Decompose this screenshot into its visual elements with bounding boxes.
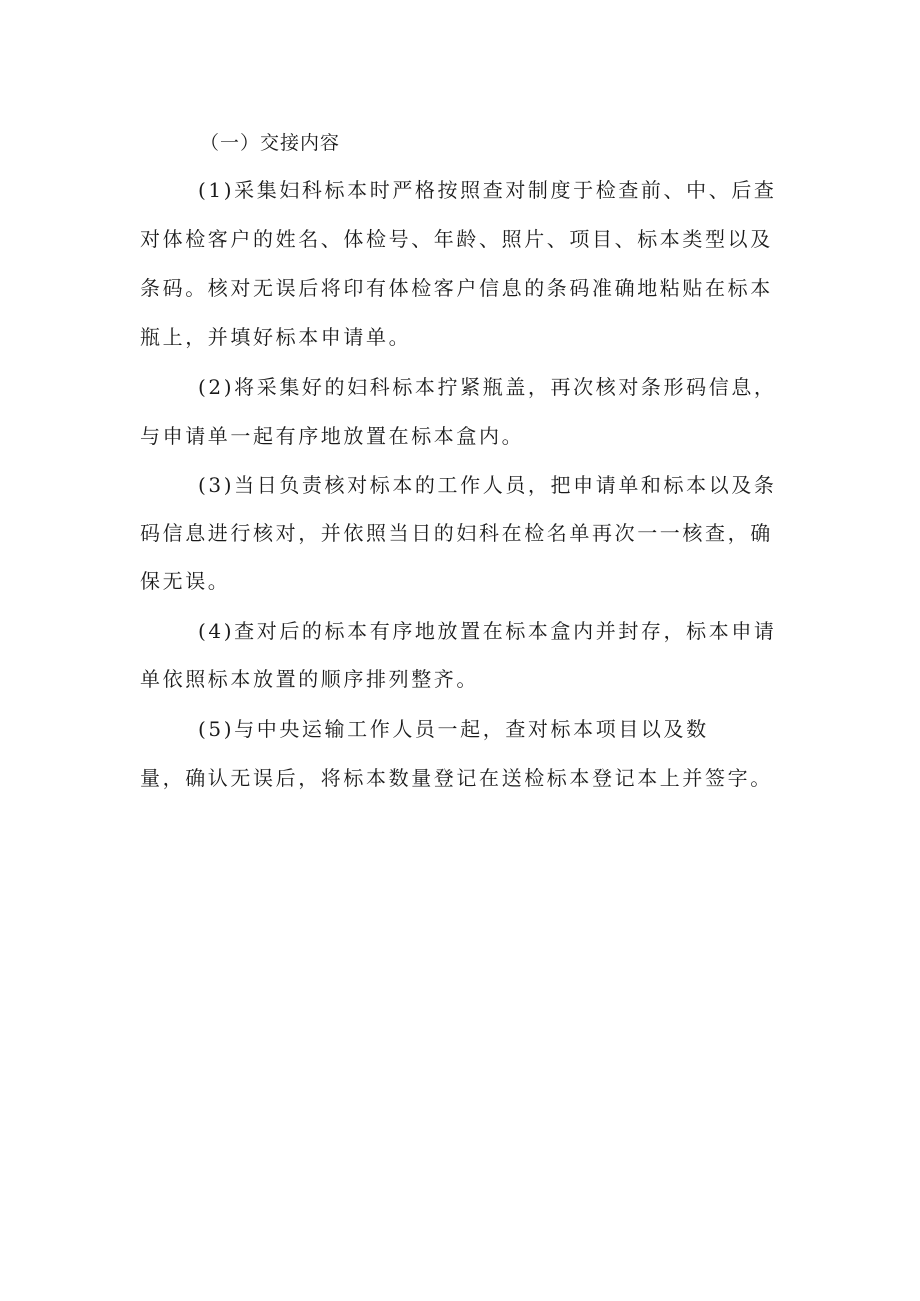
paragraph-1-line-2: 对体检客户的姓名、体检号、年龄、照片、项目、标本类型以及: [140, 227, 773, 251]
paragraph-3-line-2: 码信息进行核对，并依照当日的妇科在检名单再次一一核查，确: [140, 521, 773, 545]
paragraph-1-line-1: (1)采集妇科标本时严格按照查对制度于检查前、中、后查: [198, 178, 777, 202]
paragraph-3-line-3: 保无误。: [140, 569, 231, 593]
section-heading: （一）交接内容: [200, 132, 341, 154]
paragraph-5-line-1: (5)与中央运输工作人员一起，查对标本项目以及数: [198, 717, 709, 741]
paragraph-4-line-1: (4)查对后的标本有序地放置在标本盒内并封存，标本申请: [198, 619, 777, 643]
paragraph-1-line-4: 瓶上，并填好标本申请单。: [140, 325, 412, 349]
paragraph-2-line-2: 与申请单一起有序地放置在标本盒内。: [140, 424, 525, 448]
paragraph-1-line-3: 条码。核对无误后将印有体检客户信息的条码准确地粘贴在标本: [140, 276, 773, 300]
paragraph-3-line-1: (3)当日负责核对标本的工作人员，把申请单和标本以及条: [198, 473, 777, 497]
paragraph-5-line-2: 量，确认无误后，将标本数量登记在送检标本登记本上并签字。: [140, 766, 773, 790]
paragraph-2-line-1: (2)将采集好的妇科标本拧紧瓶盖，再次核对条形码信息，: [198, 375, 777, 399]
paragraph-4-line-2: 单依照标本放置的顺序排列整齐。: [140, 667, 479, 691]
